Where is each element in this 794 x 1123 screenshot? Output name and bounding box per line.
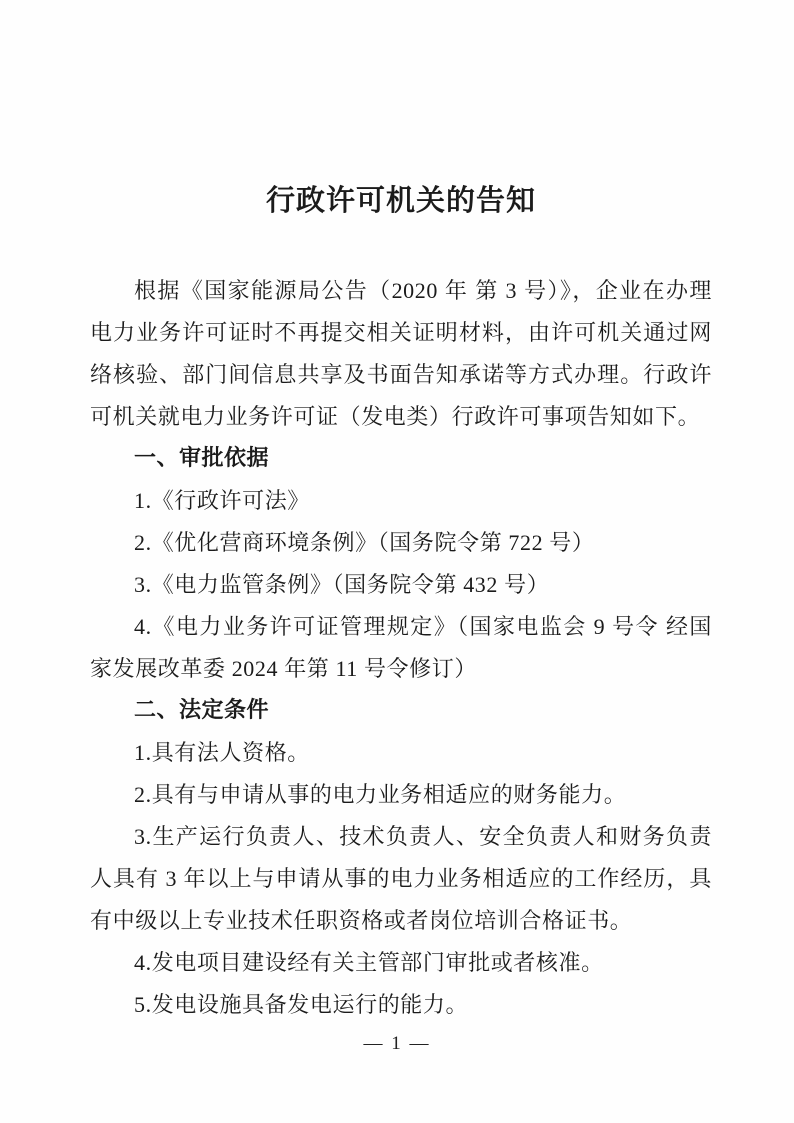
page-number: — 1 — (363, 1033, 431, 1054)
section-1-item-1: 1.《行政许可法》 (134, 488, 310, 513)
section-1-item-2: 2.《优化营商环境条例》（国务院令第 722 号） (134, 530, 595, 555)
section-2-heading: 二、法定条件 (134, 698, 270, 723)
section-2-item-5: 5.发电设施具备发电运行的能力。 (134, 992, 469, 1017)
document-title: 行政许可机关的告知 (265, 183, 536, 217)
section-1-item-4: 4.《电力业务许可证管理规定》（国家电监会 9 号令 经国家发展改革委 2024 年第 11 号令修订） (90, 614, 712, 681)
intro-paragraph: 根据《国家能源局公告（2020 年 第 3 号）》，企业在办理电力业务许可证时不再提交相关证明材料，由许可机关通过网络核验、部门间信息共享及书面告知承诺等方式办理。行政许可机关就电力业务许可证（发电类）行政许可事项告知如下。 (90, 278, 712, 429)
section-2-item-4: 4.发电项目建设经有关主管部门审批或者核准。 (134, 950, 604, 975)
section-1-heading: 一、审批依据 (134, 446, 270, 471)
section-2-item-3: 3.生产运行负责人、技术负责人、安全负责人和财务负责人具有 3 年以上与申请从事的电力业务相适应的工作经历，具有中级以上专业技术任职资格或者岗位培训合格证书。 (90, 824, 712, 933)
document-content (90, 180, 712, 1026)
section-1-item-3: 3.《电力监管条例》（国务院令第 432 号） (134, 572, 550, 597)
section-2-item-1: 1.具有法人资格。 (134, 740, 310, 765)
section-2-item-2: 2.具有与申请从事的电力业务相适应的财务能力。 (134, 782, 627, 807)
